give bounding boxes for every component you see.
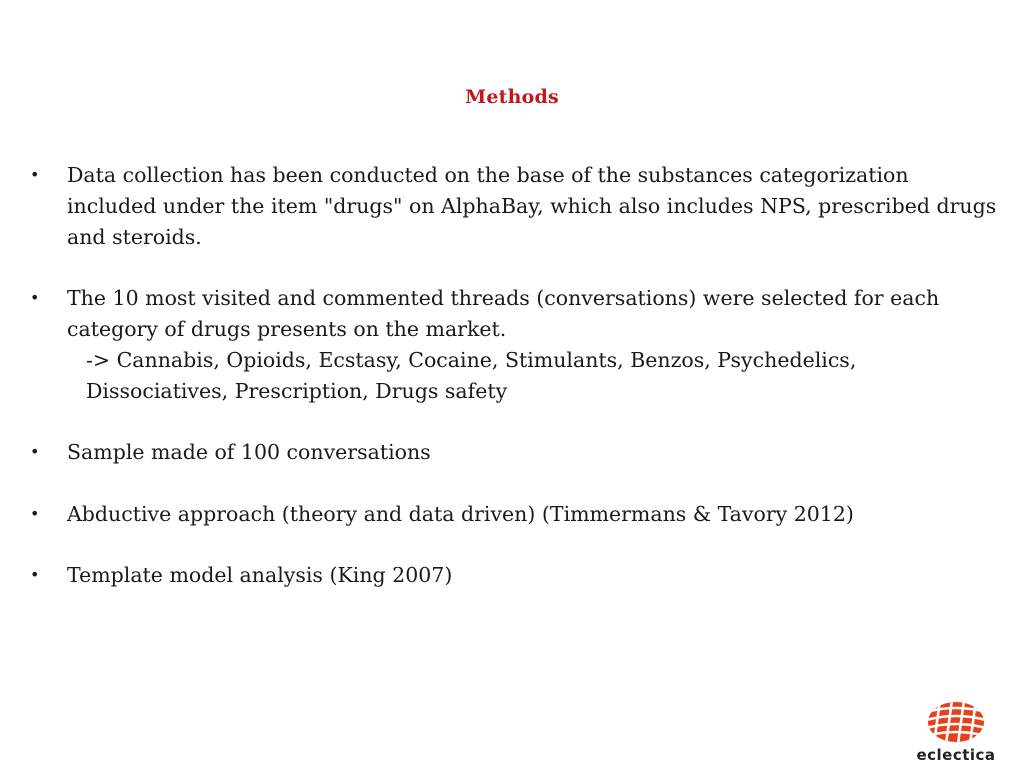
bullet-list [30, 160, 1000, 622]
bullet-icon: • [30, 442, 40, 462]
bullet-text: Template model analysis (King 2007) [67, 563, 453, 588]
bullet-item [30, 560, 1000, 591]
slide-title: Methods [465, 86, 559, 108]
bullet-subtext: -> Cannabis, Opioids, Ecstasy, Cocaine, Stimulants, Benzos, Psychedelics, Dissociatives, Prescription, Drugs safety [86, 347, 857, 403]
bullet-item [30, 499, 1000, 530]
bullet-text: Abductive approach (theory and data driven) (Timmermans & Tavory 2012) [67, 501, 854, 526]
bullet-text: Data collection has been conducted on the base of the substances categorization included under the item "drugs" on AlphaBay, which also includes NPS, prescribed drugs and steroids. [67, 163, 997, 249]
bullet-item [30, 283, 1000, 406]
logo-text: eclectica [916, 746, 996, 764]
bullet-icon: • [30, 503, 40, 523]
bullet-text: Sample made of 100 conversations [67, 440, 431, 465]
bullet-item [30, 160, 1000, 252]
bullet-text: The 10 most visited and commented threads (conversations) were selected for each category of drugs presents on the market. [67, 286, 940, 341]
eclectica-logo [898, 700, 1014, 764]
bullet-icon: • [30, 165, 40, 184]
bullet-icon: • [30, 288, 40, 308]
bullet-item [30, 437, 1000, 468]
bullet-icon: • [30, 565, 40, 585]
eclectica-logo-icon [926, 700, 986, 744]
